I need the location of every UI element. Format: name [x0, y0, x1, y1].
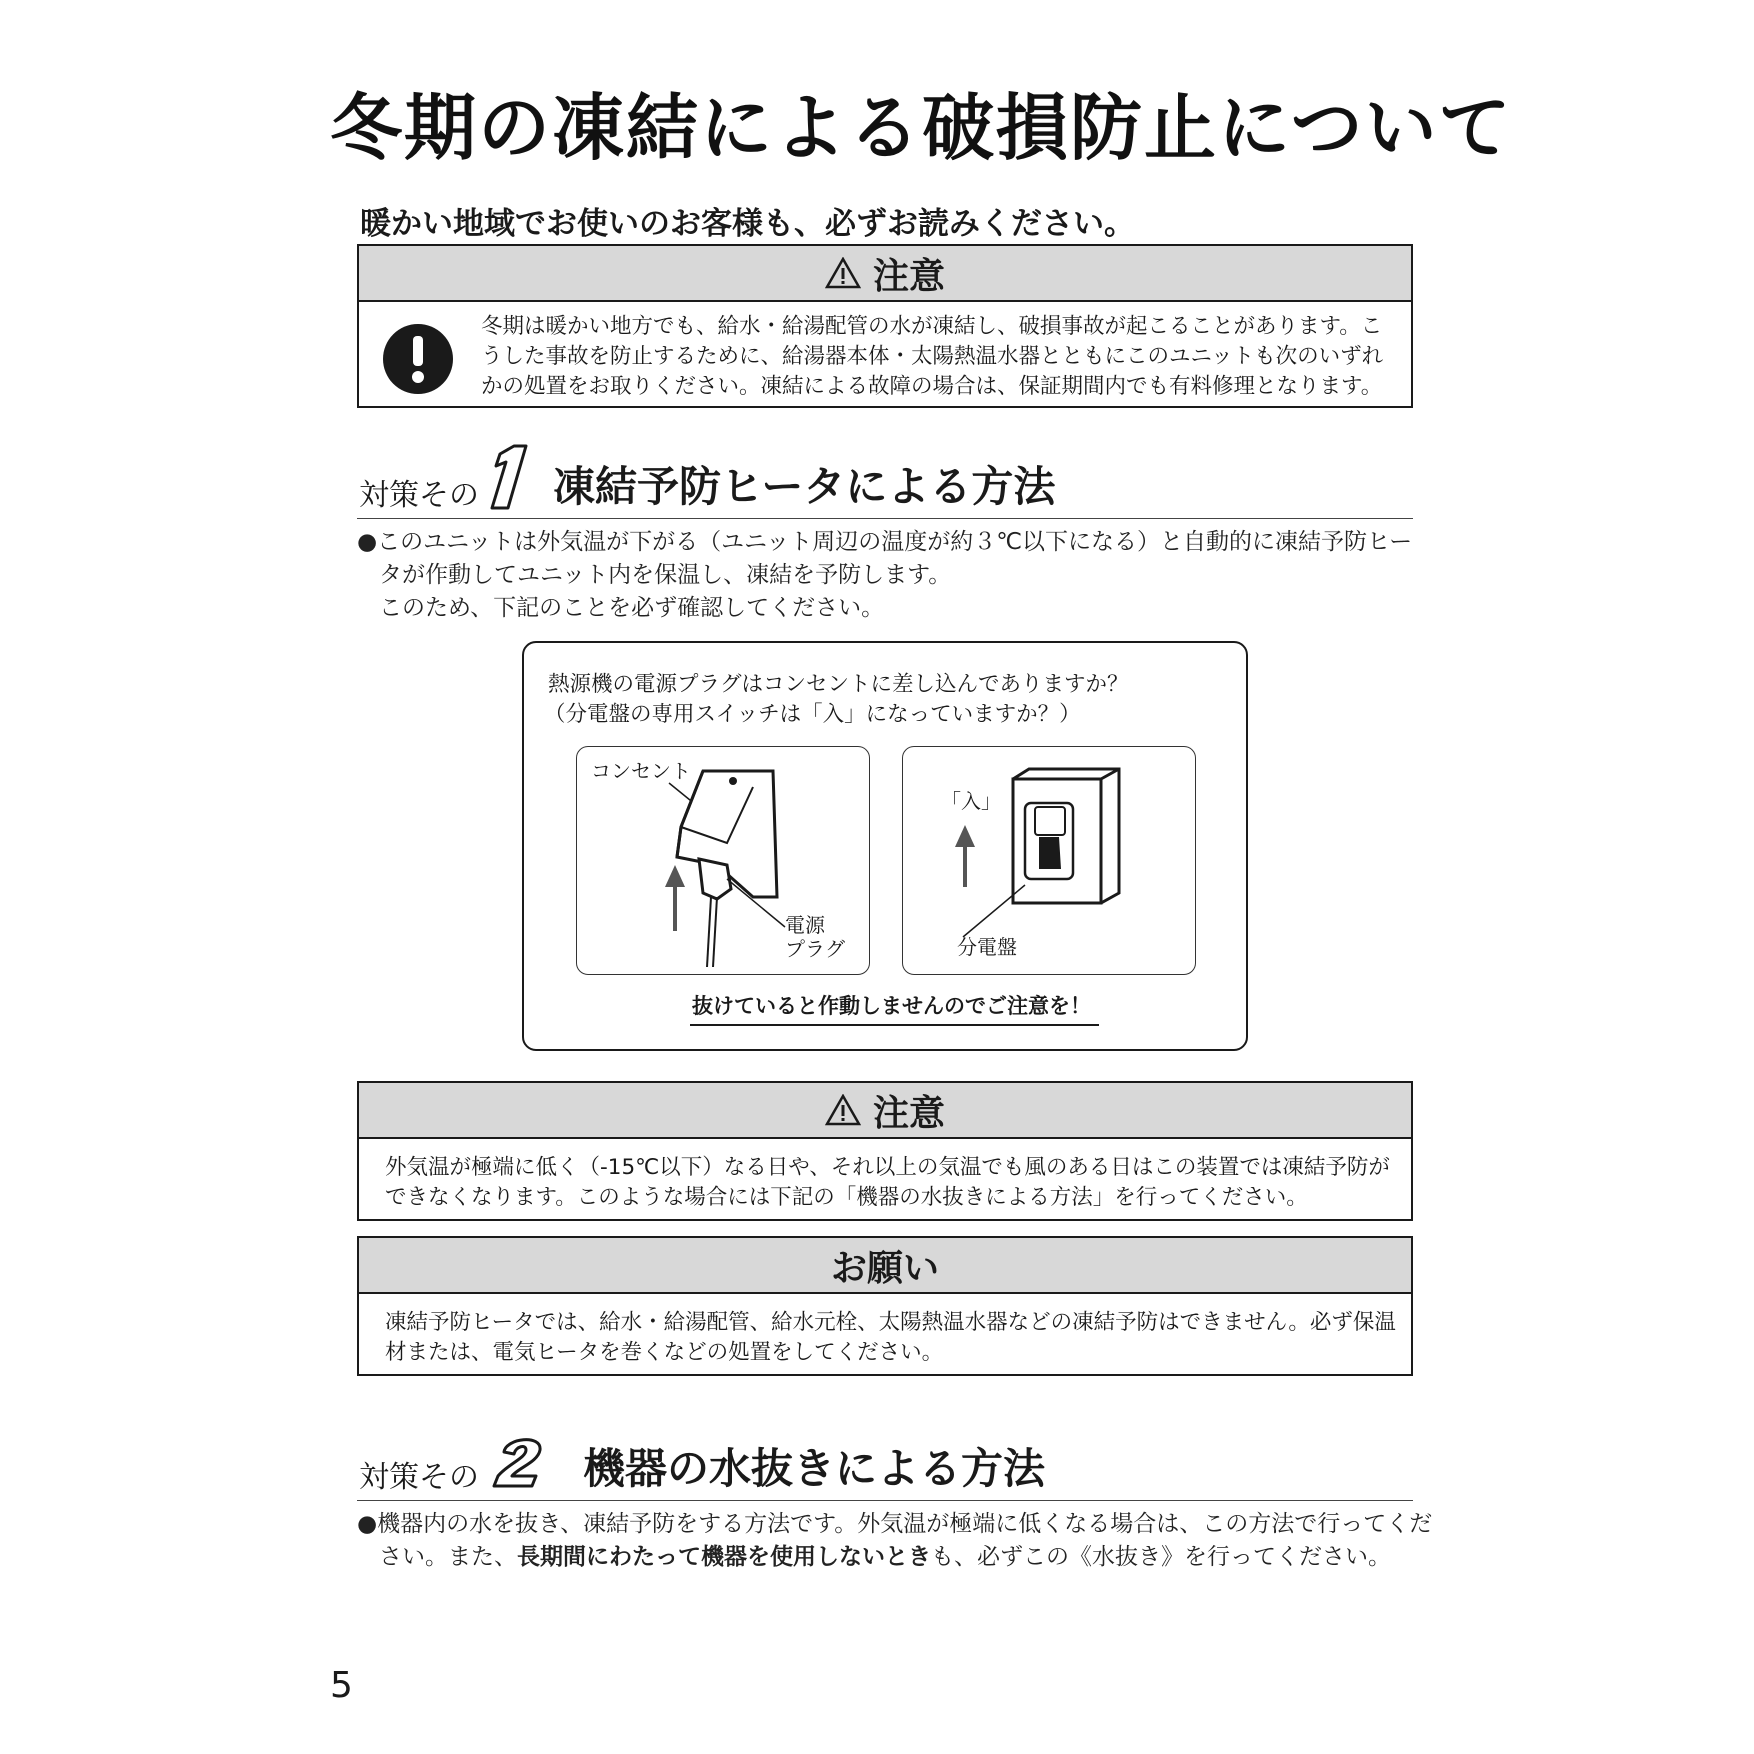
warning-triangle-icon	[825, 257, 861, 289]
section-1-number-glyph	[484, 442, 530, 514]
page-title: 冬期の凍結による破損防止について	[330, 86, 1513, 170]
section-2-line	[357, 1541, 1432, 1574]
request-heading: お願い	[830, 1247, 939, 1289]
section-1-prefix: 対策その	[359, 478, 479, 513]
question-breaker-switch: （分電盤の専用スイッチは「入」になっていますか？）	[544, 702, 1081, 727]
outlet-panel	[576, 746, 870, 975]
caution-2-line: できなくなります。このような場合には下記の「機器の水抜きによる方法」を行ってください。	[385, 1185, 1308, 1210]
breaker-label: 分電盤	[957, 935, 1017, 959]
request-box	[357, 1236, 1413, 1376]
breaker-box-illustration	[903, 747, 1195, 974]
page-subtitle: 暖かい地域でお使いのお客様も、必ずお読みください。	[360, 206, 1135, 242]
caution-1-line: 冬期は暖かい地方でも、給水・給湯配管の水が凍結し、破損事故が起こることがあります。こ	[481, 314, 1383, 339]
caution-1-line: かの処置をお取りください。凍結による故障の場合は、保証期間内でも有料修理となります。	[481, 374, 1383, 399]
warning-triangle-icon	[825, 1094, 861, 1126]
caution-box-1-header	[359, 246, 1411, 302]
caution-2-line: 外気温が極端に低く（-15℃以下）なる日や、それ以上の気温でも風のある日はこの装置では凍結予防が	[385, 1155, 1390, 1180]
question-power-plug: 熱源機の電源プラグはコンセントに差し込んでありますか？	[548, 672, 1129, 697]
request-text	[385, 1308, 1396, 1368]
caution-box-2-header	[359, 1083, 1411, 1139]
caution-heading: 注意	[872, 1092, 945, 1134]
section-1-header	[357, 436, 1413, 519]
page-number: 5	[330, 1665, 353, 1706]
section-2-line2-end: も、必ずこの《水抜き》を行ってください。	[931, 1544, 1391, 1570]
section-2-number-glyph	[490, 1434, 552, 1488]
section-1-title: 凍結予防ヒータによる方法	[553, 462, 1056, 511]
caution-2-text	[385, 1153, 1390, 1213]
section-2-emphasis: 長期間にわたって機器を使用しないとき	[517, 1544, 931, 1570]
section-2-line2-start: さい。また、	[379, 1544, 517, 1570]
caution-1-line: うした事故を防止するために、給湯器本体・太陽熱温水器とともにこのユニットも次のいずれ	[481, 344, 1384, 369]
unplugged-warning: 抜けていると作動しませんのでご注意を！	[690, 990, 1099, 1026]
caution-box-1	[357, 244, 1413, 408]
section-2-prefix: 対策その	[359, 1460, 479, 1495]
plug-label-line1: 電源	[785, 913, 825, 937]
section-1-line: タが作動してユニット内を保温し、凍結を予防します。	[379, 562, 952, 588]
outlet-label: コンセント	[591, 759, 691, 783]
section-2-title: 機器の水抜きによる方法	[583, 1444, 1046, 1493]
section-2-paragraph	[357, 1508, 1432, 1574]
breaker-panel	[902, 746, 1196, 975]
section-1-paragraph	[357, 526, 1412, 625]
illustration-frame	[522, 641, 1248, 1051]
request-line: 材または、電気ヒータを巻くなどの処置をしてください。	[385, 1340, 944, 1365]
caution-box-2	[357, 1081, 1413, 1221]
section-1-line: このため、下記のことを必ず確認してください。	[379, 595, 885, 621]
caution-heading: 注意	[872, 255, 945, 297]
exclamation-icon	[381, 322, 455, 396]
switch-on-label: 「入」	[941, 789, 1001, 813]
request-line: 凍結予防ヒータでは、給水・給湯配管、給水元栓、太陽熱温水器などの凍結予防はできません。必ず保温	[385, 1310, 1396, 1335]
section-2-line: ●機器内の水を抜き、凍結予防をする方法です。外気温が極端に低くなる場合は、この方法で行ってくだ	[357, 1511, 1433, 1537]
plug-label-line2: プラグ	[785, 937, 845, 961]
caution-1-text	[481, 312, 1383, 402]
request-box-header	[359, 1238, 1411, 1294]
section-2-header	[357, 1418, 1413, 1501]
section-1-line: ●このユニットは外気温が下がる（ユニット周辺の温度が約３℃以下になる）と自動的に凍結予防ヒー	[357, 529, 1413, 555]
